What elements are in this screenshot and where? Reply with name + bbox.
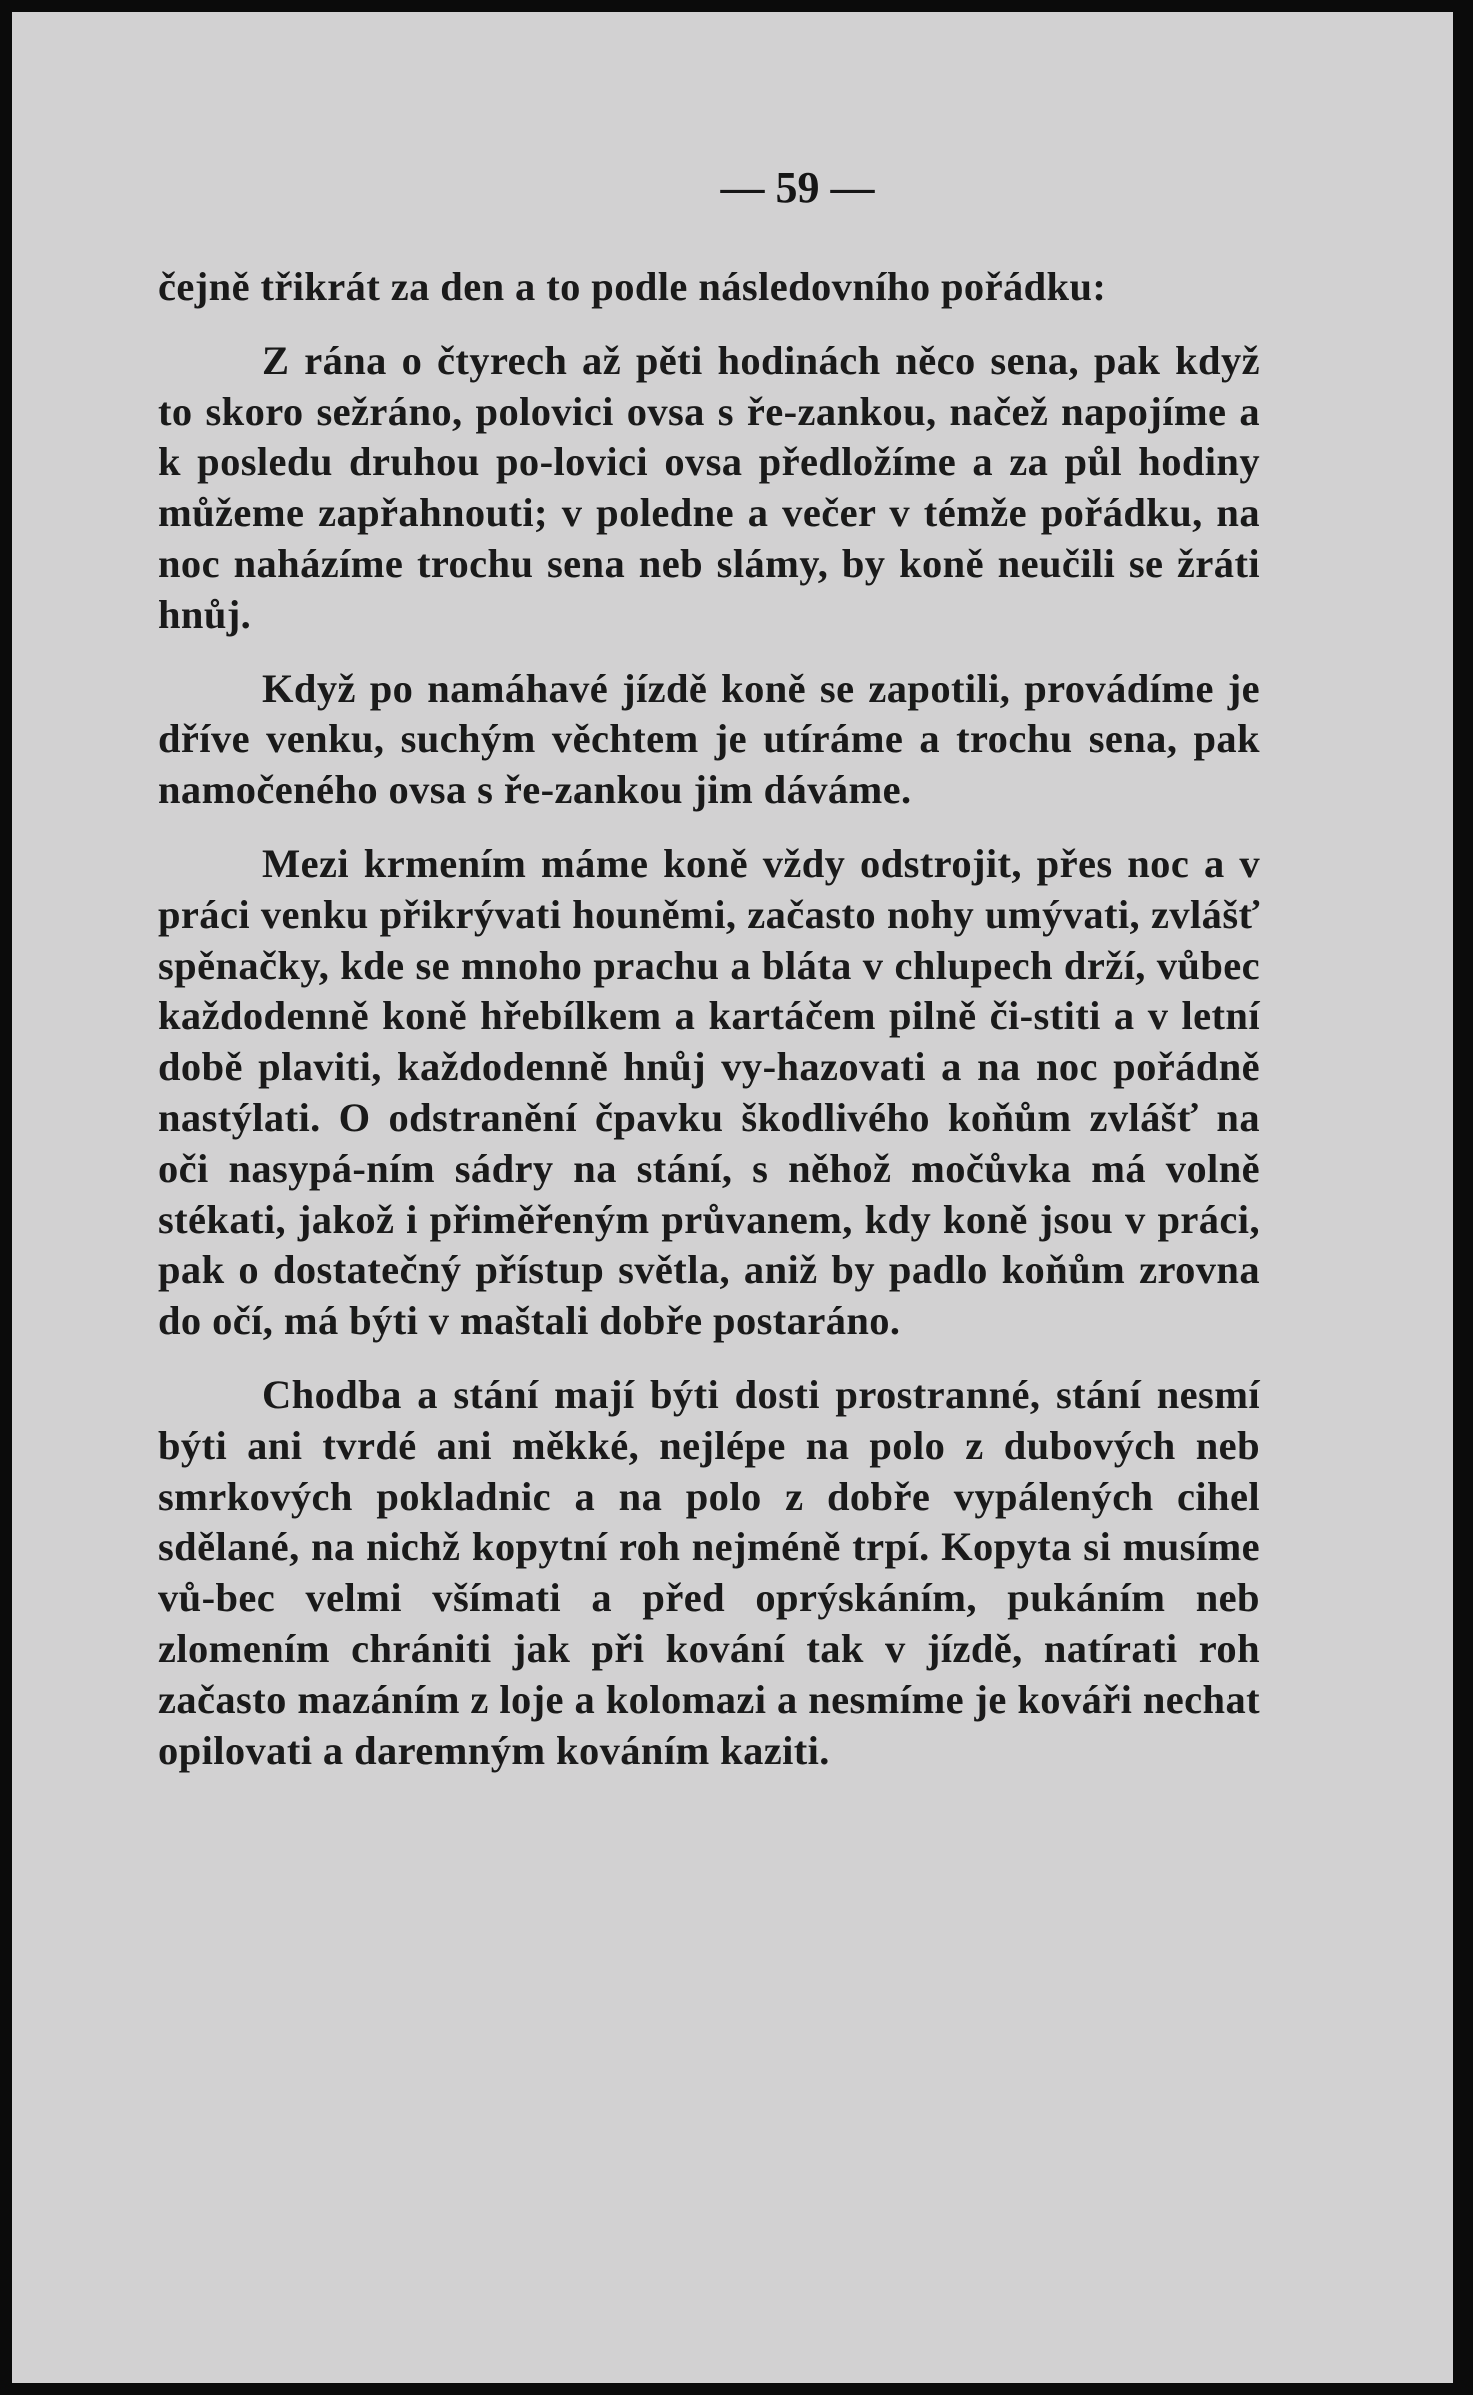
paragraph-stable-floor: Chodba a stání mají býti dosti prostranné, stání nesmí býti ani tvrdé ani měkké, nejlépe na polo z dubových neb smrkových pokladnic a na polo z dobře vypálených cihel sdělané, na nichž kopytní roh nejméně trpí. Kopyta si musíme vů-bec velmi všímati a před oprýskáním, pukáním neb zlomením chrániti jak při kování tak v jízdě, natírati roh začasto mazáním z loje a kolomazi a nesmíme je kováři nechat opilovati a daremným kováním kaziti. [158,1371,1260,1773]
page-number: — 59 — [720,163,875,212]
paragraph-grooming: Mezi krmením máme koně vždy odstrojit, přes noc a v práci venku přikrývati houněmi, začasto nohy umývati, zvlášť spěnačky, kde se mnoho prachu a bláta v chlupech drží, vůbec každodenně koně hřebílkem a kartáčem pilně či-stiti a v letní době plaviti, každodenně hnůj vy-hazovati a na noc pořádně nastýlati. O odstranění čpavku škodlivého koňům zvlášť na oči nasypá-ním sádry na stání, s něhož močůvka má volně stékati, jakož i přiměřeným průvanem, kdy koně jsou v práci, pak o dostatečný přístup světla, aniž by padlo koňům zrovna do očí, má býti v maštali dobře postaráno. [158,840,1260,1344]
book-page [12,12,1453,2383]
body-text [158,262,1260,1776]
paragraph-feeding-schedule: Z rána o čtyrech až pěti hodinách něco sena, pak když to skoro sežráno, polovici ovsa s ře-zankou, načež napojíme a k posledu druhou po-lovici ovsa předložíme a za půl hodiny můžeme zapřahnouti; v poledne a večer v témže pořádku, na noc naházíme trochu sena neb slámy, by koně neučili se žráti hnůj. [158,337,1260,637]
paragraph-continuation: čejně třikrát za den a to podle následovního pořádku: [158,264,1107,309]
paragraph-after-ride: Když po namáhavé jízdě koně se zapotili, provádíme je dříve venku, suchým věchtem je utíráme a trochu sena, pak namočeného ovsa s ře-zankou jim dáváme. [158,665,1260,813]
